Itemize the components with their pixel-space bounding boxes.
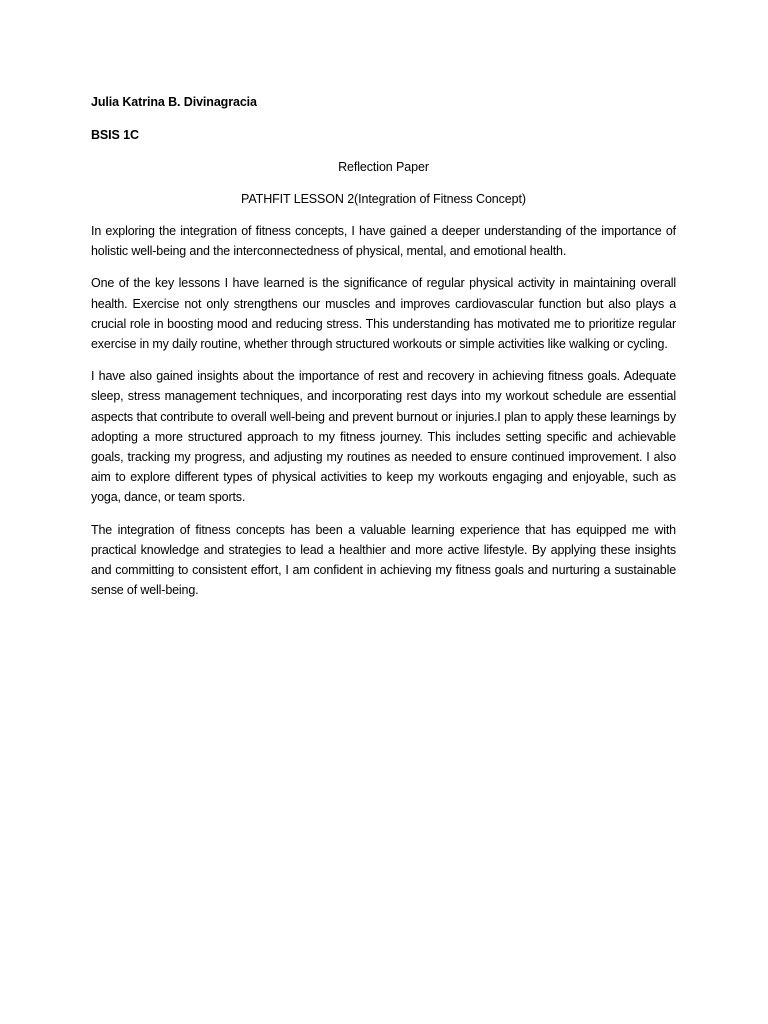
paragraph-4: The integration of fitness concepts has been a valuable learning experience that has equipped me with practical knowledge and strategies to lead a healthier and more active lifestyle. By applying these insights and committing to consistent effort, I am confident in achieving my fitness goals and nurturing a sustainable sense of well-being. <box>91 522 676 598</box>
document-title: Reflection Paper <box>338 160 429 174</box>
paragraph-2: One of the key lessons I have learned is the significance of regular physical activity in maintaining overall health. Exercise not only strengthens our muscles and improves cardiovascular function but also plays a crucial role in boosting mood and reducing stress. This understanding has motivated me to prioritize regular exercise in my daily routine, whether through structured workouts or simple activities like walking or cycling. <box>91 276 676 352</box>
document-body <box>91 92 676 600</box>
paragraph-1: In exploring the integration of fitness concepts, I have gained a deeper understanding of the importance of holistic well-being and the interconnectedness of physical, mental, and emotional health. <box>91 224 676 259</box>
author-name: Julia Katrina B. Divinagracia <box>91 95 257 109</box>
class-section: BSIS 1C <box>91 128 139 142</box>
paragraph-3: I have also gained insights about the importance of rest and recovery in achieving fitness goals. Adequate sleep, stress management techniques, and incorporating rest days into my workout schedule are essential aspects that contribute to overall well-being and prevent burnout or injuries.I plan to apply these learnings by adopting a more structured approach to my fitness journey. This includes setting specific and achievable goals, tracking my progress, and adjusting my routines as needed to ensure continued improvement. I also aim to explore different types of physical activities to keep my workouts engaging and enjoyable, such as yoga, dance, or team sports. <box>91 369 676 505</box>
document-subtitle: PATHFIT LESSON 2(Integration of Fitness Concept) <box>241 192 526 206</box>
